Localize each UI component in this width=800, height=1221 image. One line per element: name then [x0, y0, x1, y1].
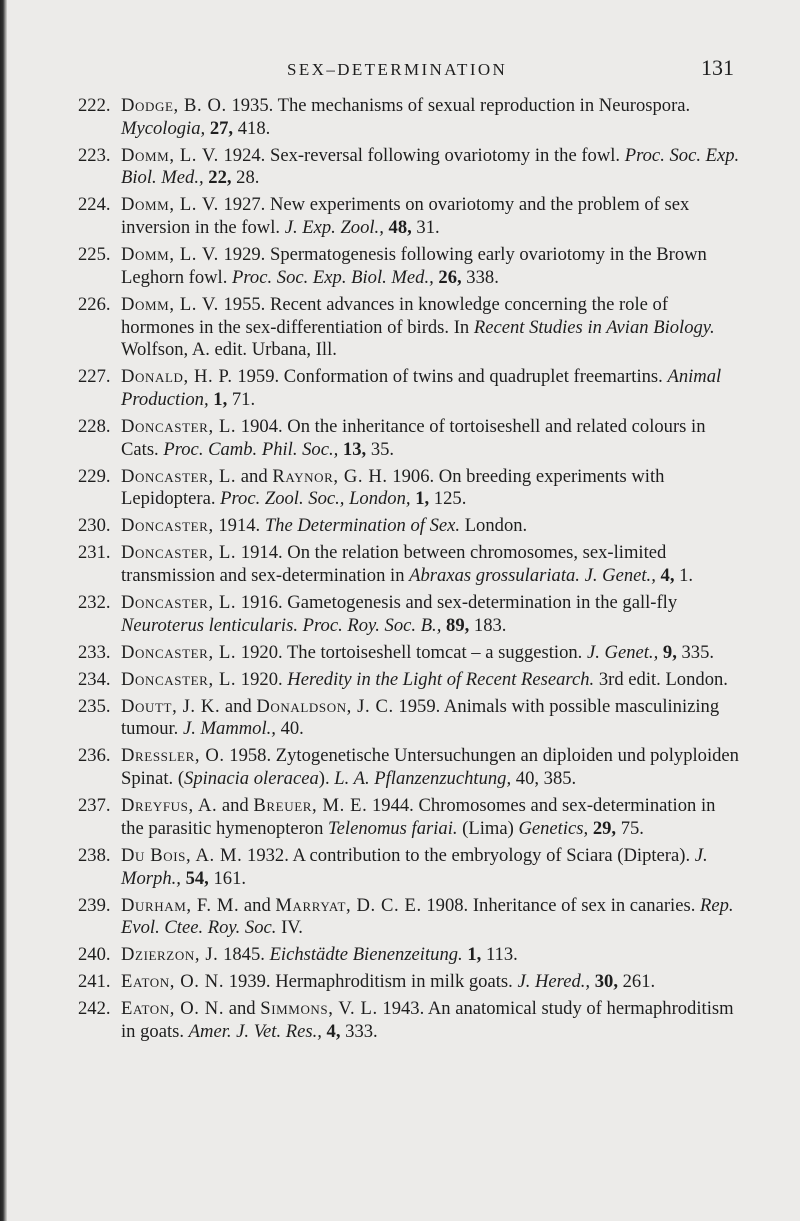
reference-text: [121, 642, 714, 663]
reference-segment: 1914.: [213, 515, 265, 537]
reference-text: [121, 971, 655, 992]
reference-entry: [78, 745, 740, 790]
reference-segment: 418.: [233, 117, 271, 139]
reference-text: [121, 542, 693, 586]
reference-entry: [78, 145, 740, 190]
reference-segment: 71.: [227, 388, 256, 410]
reference-author: Domm, L. V.: [121, 194, 219, 216]
reference-segment: 1920.: [236, 668, 288, 690]
reference-author: Doncaster, L.: [121, 415, 237, 437]
reference-number: 234.: [78, 668, 111, 690]
reference-volume: 13,: [342, 438, 367, 460]
reference-author: Marryat, D. C. E.: [275, 894, 422, 916]
reference-title: Animal Production,: [121, 366, 722, 410]
reference-volume: 29,: [592, 817, 617, 839]
reference-author: Dodge, B. O.: [121, 95, 227, 116]
reference-entry: [78, 642, 740, 665]
reference-text: [121, 416, 706, 460]
reference-entry: [78, 294, 740, 362]
reference-entry: [78, 466, 740, 511]
reference-number: 233.: [78, 641, 111, 663]
reference-segment: 161.: [208, 867, 247, 889]
reference-number: 223.: [78, 144, 111, 166]
reference-segment: 1955. Recent advances in knowledge concerning the role of hormones in the sex-differentiation of birds. In: [121, 293, 669, 338]
reference-entry: [78, 542, 740, 587]
reference-text: [121, 669, 728, 690]
reference-title: Proc. Zool. Soc., London,: [220, 488, 411, 510]
reference-author: Breuer, M. E.: [253, 795, 368, 817]
reference-number: 240.: [78, 944, 111, 966]
reference-segment: 1959. Animals with possible masculinizing tumour.: [121, 695, 720, 740]
reference-volume: 54,: [185, 867, 209, 889]
reference-author: Doncaster,: [121, 515, 214, 537]
reference-segment: 40.: [275, 718, 304, 740]
reference-author: Doncaster, L.: [121, 668, 237, 690]
reference-segment: 1845.: [218, 944, 270, 966]
reference-volume: 26,: [438, 266, 462, 288]
reference-entry: [78, 895, 740, 940]
reference-entry: [78, 244, 740, 289]
reference-segment: 1929. Spermatogenesis following early ovariotomy in the Brown Leghorn fowl.: [121, 244, 707, 288]
reference-title: Rep. Evol. Ctee. Roy. Soc.: [121, 894, 734, 939]
reference-entry: [78, 194, 740, 239]
reference-title: J. Morph.,: [121, 844, 708, 889]
reference-title: Mycologia,: [121, 117, 206, 139]
reference-entry: [78, 795, 740, 840]
reference-author: Doncaster, L.: [121, 641, 237, 663]
reference-segment: (Lima): [457, 817, 519, 839]
reference-author: Doncaster, L.: [121, 592, 237, 614]
reference-volume: 1,: [467, 944, 482, 966]
reference-entry: [78, 971, 740, 994]
reference-number: 238.: [78, 844, 111, 866]
reference-volume: 22,: [208, 167, 232, 189]
reference-segment: 35.: [366, 438, 395, 460]
reference-volume: 4,: [660, 565, 675, 587]
reference-author: Eaton, O. N.: [121, 971, 225, 993]
reference-text: [121, 745, 739, 789]
reference-author: Dressler, O.: [121, 745, 225, 767]
reference-segment: Wolfson, A. edit. Urbana, Ill.: [121, 339, 337, 361]
reference-entry: [78, 696, 740, 741]
reference-title: Proc. Soc. Exp. Biol. Med.,: [232, 266, 434, 288]
reference-number: 241.: [78, 971, 111, 993]
reference-segment: 113.: [481, 944, 518, 966]
reference-text: [121, 998, 734, 1042]
reference-title: J. Mammol.,: [182, 718, 276, 740]
reference-text: [121, 366, 721, 410]
reference-segment: 1927. New experiments on ovariotomy and the problem of sex inversion in the fowl.: [121, 194, 690, 239]
reference-number: 231.: [78, 542, 111, 564]
reference-title: L. A. Pflanzenzuchtung,: [334, 768, 512, 790]
reference-text: [121, 696, 719, 740]
reference-segment: 338.: [461, 266, 499, 288]
reference-segment: 1920. The tortoiseshell tomcat – a suggestion.: [236, 641, 587, 663]
reference-title: Spinacia oleracea: [184, 768, 319, 790]
reference-text: [121, 145, 739, 189]
reference-segment: 1904. On the inheritance of tortoiseshell and related colours in Cats.: [121, 415, 706, 460]
reference-segment: and: [236, 465, 273, 487]
reference-segment: 1906. On breeding experiments with Lepidoptera.: [121, 465, 665, 510]
reference-title: J. Exp. Zool.,: [284, 217, 384, 239]
reference-text: [121, 95, 690, 139]
reference-entry: [78, 998, 740, 1043]
reference-number: 229.: [78, 465, 111, 487]
reference-volume: 27,: [209, 117, 234, 139]
page-header: [79, 55, 734, 85]
reference-list: [78, 95, 740, 1048]
reference-title: Eichstädte Bienenzeitung.: [269, 944, 463, 966]
reference-segment: ).: [318, 768, 335, 790]
reference-text: [121, 592, 677, 636]
reference-segment: and: [224, 998, 261, 1020]
reference-author: Doncaster, L.: [121, 465, 237, 487]
reference-author: Domm, L. V.: [121, 293, 219, 315]
reference-segment: 3rd edit. London.: [594, 668, 728, 690]
reference-text: [121, 244, 707, 288]
reference-title: Telenomus fariai.: [328, 817, 458, 839]
reference-number: 242.: [78, 998, 111, 1020]
reference-segment: 1924. Sex-reversal following ovariotomy in the fowl.: [218, 144, 625, 166]
reference-number: 239.: [78, 894, 111, 916]
reference-title: J. Genet.,: [586, 641, 659, 663]
reference-author: Donald, H. P.: [121, 366, 233, 388]
reference-entry: [78, 515, 740, 538]
reference-volume: 9,: [662, 641, 677, 663]
reference-segment: 1916. Gametogenesis and sex-determination in the gall-fly: [236, 592, 678, 614]
reference-number: 230.: [78, 515, 111, 537]
reference-segment: 1.: [674, 565, 694, 587]
reference-segment: 183.: [469, 614, 507, 636]
reference-segment: and: [239, 894, 276, 916]
reference-author: Donaldson, J. C.: [256, 695, 394, 717]
reference-number: 225.: [78, 244, 111, 266]
reference-number: 222.: [78, 95, 111, 116]
reference-title: J. Hered.,: [517, 971, 591, 993]
reference-author: Dzierzon, J.: [121, 944, 219, 966]
reference-title: Neuroterus lenticularis. Proc. Roy. Soc. B.,: [121, 614, 442, 636]
reference-title: Proc. Soc. Exp. Biol. Med.,: [121, 144, 740, 189]
reference-author: Dreyfus, A.: [121, 795, 218, 817]
reference-entry: [78, 416, 740, 461]
reference-author: Eaton, O. N.: [121, 998, 225, 1020]
reference-volume: 48,: [388, 217, 412, 239]
reference-segment: 1914. On the relation between chromosomes, sex-limited transmission and sex-determination in: [121, 542, 667, 587]
reference-entry: [78, 592, 740, 637]
reference-segment: IV.: [276, 917, 303, 939]
reference-title: Proc. Camb. Phil. Soc.,: [163, 438, 339, 460]
reference-segment: 1959. Conformation of twins and quadruplet freemartins.: [232, 366, 668, 388]
reference-segment: 1958. Zytogenetische Untersuchungen an diploiden und polyploiden Spinat. (: [121, 745, 739, 790]
reference-entry: [78, 845, 740, 890]
reference-author: Domm, L. V.: [121, 244, 219, 266]
reference-segment: 31.: [411, 217, 440, 239]
reference-number: 237.: [78, 795, 111, 817]
reference-text: [121, 944, 518, 965]
running-title: SEX–DETERMINATION: [287, 60, 508, 79]
reference-entry: [78, 95, 740, 140]
reference-entry: [78, 944, 740, 967]
reference-segment: 1939. Hermaphroditism in milk goats.: [224, 971, 518, 993]
reference-author: Du Bois, A. M.: [121, 844, 243, 866]
reference-segment: 28.: [231, 167, 260, 189]
reference-segment: 333.: [340, 1020, 378, 1042]
reference-number: 227.: [78, 366, 111, 388]
reference-volume: 4,: [326, 1020, 341, 1042]
reference-author: Doutt, J. K.: [121, 695, 221, 717]
reference-title: Amer. J. Vet. Res.,: [188, 1020, 322, 1042]
reference-segment: 1908. Inheritance of sex in canaries.: [421, 894, 700, 916]
reference-text: [121, 895, 734, 939]
reference-volume: 1,: [415, 488, 430, 510]
reference-segment: and: [220, 695, 257, 717]
reference-segment: 40, 385.: [511, 768, 577, 790]
reference-segment: 1935. The mechanisms of sexual reproduction in Neurospora.: [226, 95, 691, 116]
reference-segment: 261.: [617, 971, 656, 993]
reference-author: Doncaster, L.: [121, 542, 237, 564]
reference-text: [121, 466, 664, 510]
reference-title: Recent Studies in Avian Biology.: [473, 316, 715, 338]
page-binding-edge: [0, 0, 7, 1221]
reference-entry: [78, 366, 740, 411]
reference-title: Genetics,: [518, 817, 589, 839]
reference-title: Abraxas grossulariata. J. Genet.,: [409, 565, 656, 587]
reference-text: [121, 795, 715, 839]
reference-number: 235.: [78, 695, 111, 717]
reference-entry: [78, 669, 740, 692]
reference-volume: 89,: [446, 614, 470, 636]
reference-segment: 125.: [429, 488, 467, 510]
reference-segment: London.: [460, 515, 528, 537]
reference-text: [121, 515, 527, 536]
reference-author: Durham, F. M.: [121, 894, 240, 916]
reference-volume: 30,: [594, 971, 618, 993]
reference-segment: 335.: [676, 641, 715, 663]
reference-title: The Determination of Sex.: [264, 515, 461, 537]
reference-text: [121, 294, 715, 360]
reference-number: 226.: [78, 293, 111, 315]
reference-author: Simmons, V. L.: [260, 998, 378, 1020]
reference-text: [121, 845, 708, 889]
reference-author: Domm, L. V.: [121, 144, 219, 166]
reference-number: 236.: [78, 745, 111, 767]
reference-title: Heredity in the Light of Recent Research.: [287, 668, 595, 690]
reference-volume: 1,: [213, 388, 228, 410]
reference-segment: 75.: [616, 817, 644, 839]
reference-segment: 1944. Chromosomes and sex-determination in the parasitic hymenopteron: [121, 795, 716, 839]
page-number: 131: [701, 55, 734, 80]
reference-number: 228.: [78, 415, 111, 437]
reference-number: 224.: [78, 194, 111, 216]
reference-number: 232.: [78, 592, 111, 614]
reference-author: Raynor, G. H.: [272, 465, 388, 487]
reference-segment: and: [217, 795, 254, 817]
reference-segment: 1932. A contribution to the embryology of Sciara (Diptera).: [242, 844, 695, 866]
reference-segment: 1943. An anatomical study of hermaphroditism in goats.: [121, 998, 734, 1042]
reference-text: [121, 194, 689, 238]
